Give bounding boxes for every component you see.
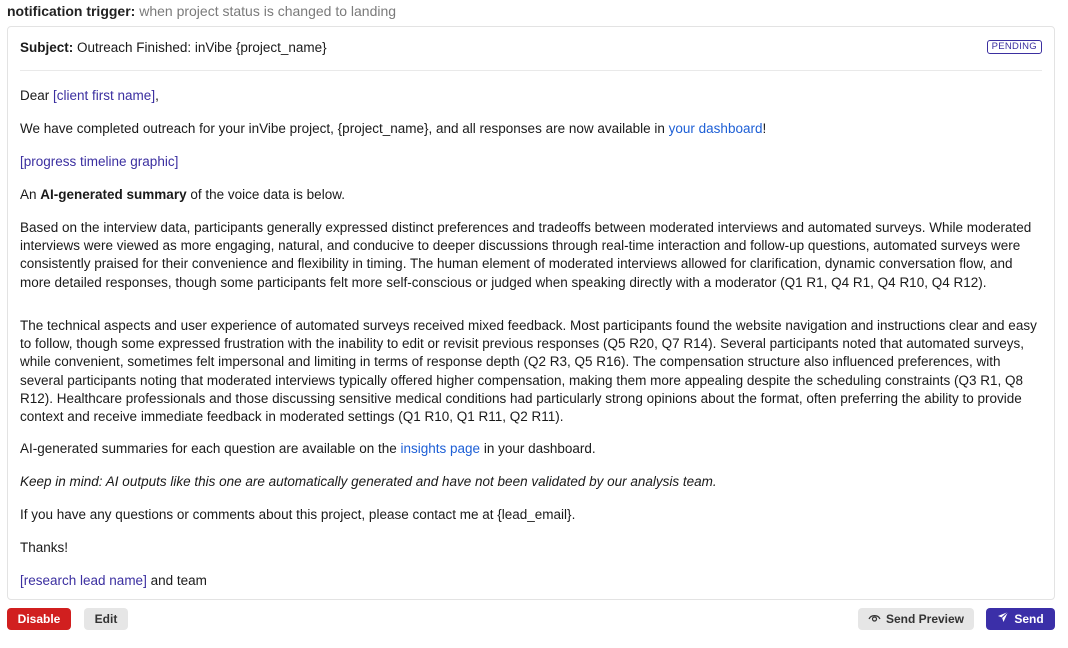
email-subject [20, 39, 327, 57]
intro-text: We have completed outreach for your inVibe project, {project_name}, and all responses are now available in [20, 121, 665, 136]
intro-end: ! [762, 121, 767, 136]
client-name-placeholder: [client first name] [53, 88, 156, 103]
insights-text: AI-generated summaries for each question are available on the [20, 441, 397, 456]
notification-trigger [7, 2, 396, 20]
summary-intro-suffix: of the voice data is below. [190, 187, 345, 202]
thanks-line: Thanks! [20, 540, 69, 555]
contact-line: If you have any questions or comments about this project, please contact me at {lead_email}. [20, 507, 576, 522]
summary-intro [20, 186, 1044, 204]
paper-plane-icon [997, 608, 1009, 630]
email-greeting [20, 87, 1044, 105]
status-badge: PENDING [987, 40, 1042, 54]
insights-line [20, 440, 1044, 458]
summary-paragraph-1: Based on the interview data, participants generally expressed distinct preferences and tradeoffs between moderated interviews and automated surveys. While moderated interviews were viewed as more engaging, natural, and conducive to deeper discussions through real-time interaction and follow-up questions, automated surveys were consistently praised for their convenience and flexibility in timing. The human element of moderated interviews allowed for clarification, dynamic conversation flow, and more detailed responses, though some participants felt more self-conscious or judged when speaking directly with a moderator (Q1 R1, Q4 R1, Q4 R10, Q4 R12). [20, 220, 1032, 290]
trigger-value: when project status is changed to landing [139, 3, 397, 19]
research-lead-placeholder: [research lead name] [20, 573, 147, 588]
signoff-line [20, 572, 1044, 590]
insights-page-link[interactable]: insights page [400, 441, 481, 456]
send-preview-button[interactable] [858, 608, 974, 630]
summary-intro-prefix: An [20, 187, 37, 202]
greeting-suffix: , [155, 88, 159, 103]
email-intro [20, 120, 1044, 138]
disable-button[interactable]: Disable [7, 608, 71, 630]
send-preview-label: Send Preview [885, 612, 965, 626]
email-preview-card [7, 26, 1055, 600]
signoff-suffix: and team [150, 573, 207, 588]
dashboard-link[interactable]: your dashboard [668, 121, 763, 136]
timeline-graphic-placeholder: [progress timeline graphic] [20, 154, 179, 169]
ai-disclaimer: Keep in mind: AI outputs like this one are automatically generated and have not been validated by our analysis team. [20, 474, 717, 489]
trigger-label: notification trigger: [7, 3, 136, 19]
send-label: Send [1014, 612, 1044, 626]
send-button[interactable] [986, 608, 1055, 630]
subject-row [20, 27, 1042, 71]
edit-button[interactable]: Edit [84, 608, 128, 630]
subject-value: Outreach Finished: inVibe {project_name} [77, 40, 327, 55]
summary-intro-bold: AI-generated summary [40, 187, 187, 202]
greeting-prefix: Dear [20, 88, 50, 103]
subject-label: Subject: [20, 40, 74, 55]
eye-icon [868, 608, 881, 630]
summary-paragraph-2: The technical aspects and user experience of automated surveys received mixed feedback. Most participants found the website navigation and instructions clear and easy to follow, though some expressed frustration with the inability to edit or revisit previous responses (Q5 R20, Q7 R14). Several participants noted that automated surveys, while convenient, sometimes felt impersonal and limiting in terms of response depth (Q2 R3, Q5 R16). The compensation structure also influenced preferences, with several participants noting that moderated interviews typically offered higher compensation, making them more appealing despite the scheduling constraints (Q3 R1, Q8 R12). Healthcare professionals and those discussing sensitive medical conditions had particularly strong opinions about the format, often preferring the ability to provide context and receive immediate feedback in moderated settings (Q1 R10, Q1 R11, Q2 R11). [20, 318, 1037, 425]
insights-text-end: in your dashboard. [483, 441, 596, 456]
